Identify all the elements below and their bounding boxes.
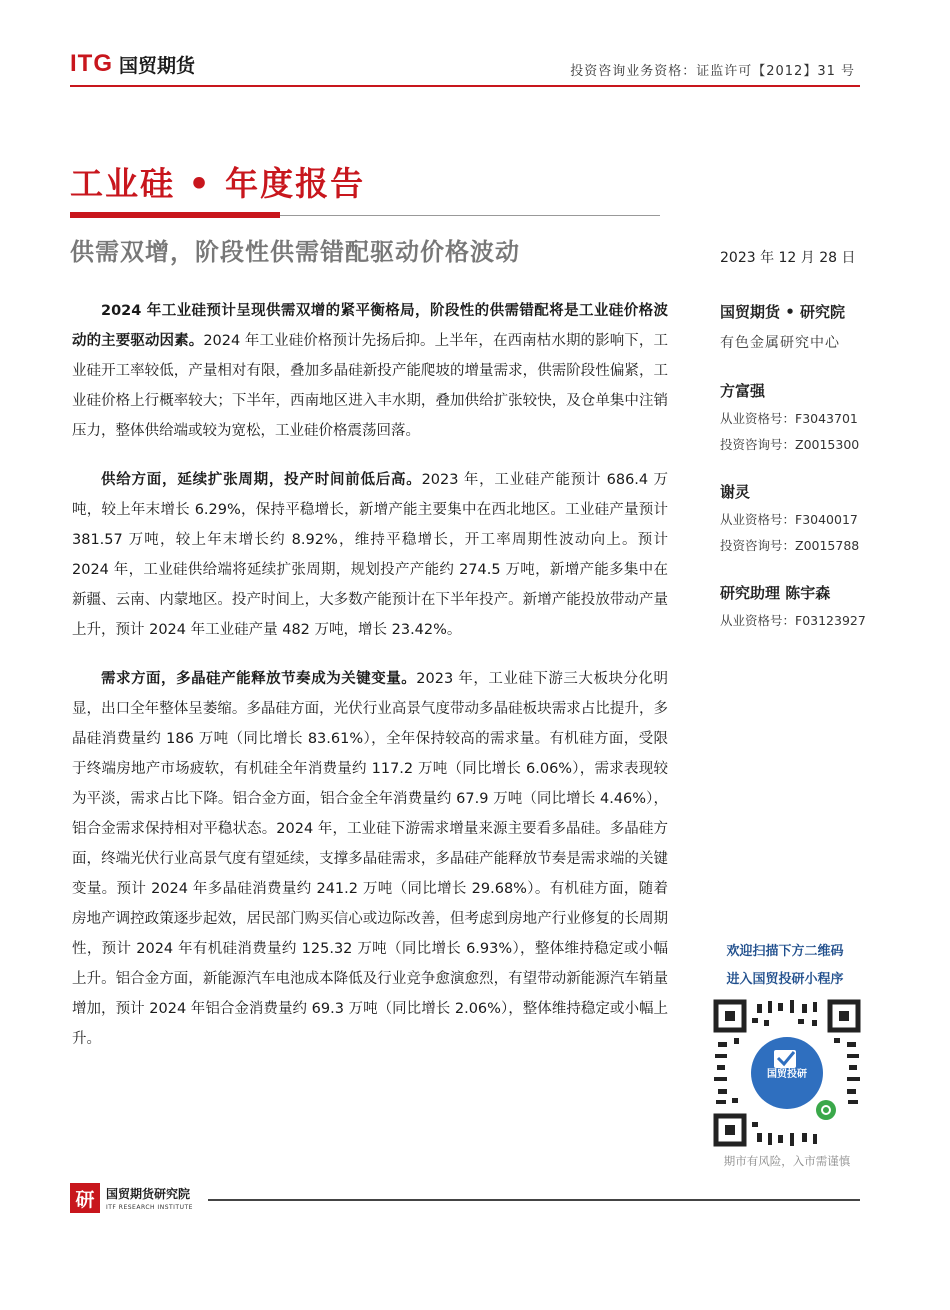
- title-underline-rule: [280, 215, 660, 216]
- qr-caption-line: 欢迎扫描下方二维码: [726, 944, 844, 959]
- author-qualification-id: 从业资格号：F3043701: [720, 411, 858, 426]
- logo-itg: ITG: [70, 50, 113, 77]
- report-title: 工业硅 • 年度报告: [70, 164, 366, 203]
- assistant-name: 研究助理 陈宇森: [720, 584, 831, 602]
- paragraph-lead: 2024 年工业硅预计呈现供需双增的紧平衡格局，阶段性的供需错配将是工业硅价格波动的主要驱动因素。: [72, 303, 668, 349]
- company-logo: [70, 50, 195, 78]
- author-consulting-id: 投资咨询号：Z0015788: [720, 538, 860, 553]
- paragraph-lead: 需求方面，多晶硅产能释放节奏成为关键变量。: [101, 671, 417, 687]
- author-qualification-id: 从业资格号：F3040017: [720, 512, 858, 527]
- research-center: 有色金属研究中心: [720, 335, 840, 351]
- qr-caption: [700, 938, 870, 994]
- paragraph-summary: [72, 296, 668, 446]
- paragraph-supply: [72, 465, 668, 645]
- author-consulting-id: 投资咨询号：Z0015300: [720, 437, 860, 452]
- research-institute: 国贸期货 • 研究院: [720, 303, 846, 321]
- paragraph-lead: 供给方面，延续扩张周期，投产时间前低后高。: [101, 472, 422, 488]
- assistant-qualification-id: 从业资格号：F03123927: [720, 613, 866, 628]
- qr-center-label: 国贸投研: [767, 1069, 807, 1080]
- report-body: [72, 296, 668, 1073]
- paragraph-demand: [72, 664, 668, 1054]
- qr-caption-line: 进入国贸投研小程序: [726, 972, 844, 987]
- footer-institute-name: 国贸期货研究院: [106, 1187, 191, 1201]
- author-name: 方富强: [720, 382, 766, 400]
- author-name: 谢灵: [720, 483, 751, 501]
- sidebar: [720, 301, 890, 629]
- research-mark-icon: 研: [70, 1183, 100, 1213]
- header-divider: [70, 85, 860, 87]
- footer-divider: [208, 1199, 860, 1201]
- paragraph-text: 2024 年工业硅价格预计先扬后抑。上半年，在西南枯水期的影响下，工业硅开工率较低，产量相对有限，叠加多晶硅新投产能爬坡的增量需求，供需阶段性偏紧，工业硅价格上行概率较大；下半年，西南地区进入丰水期，叠加供给扩张较快，及仓单集中注销压力，整体供给端或较为宽松，工业硅价格震荡回落。: [72, 333, 668, 439]
- title-underline-accent: [70, 212, 280, 218]
- report-subtitle: 供需双增，阶段性供需错配驱动价格波动: [70, 238, 520, 266]
- paragraph-text: 2023 年，工业硅产能预计 686.4 万吨，较上年末增长 6.29%，保持平稳增长，新增产能主要集中在西北地区。工业硅产量预计 381.57 万吨，较上年末增长约 8.92%，维持平稳增长，开工率周期性波动向上。预计 2024 年，工业硅供给端将延续扩张周期，规划投产产能约 274.5 万吨，新增产能多集中在新疆、云南、内蒙地区。投产时间上，大多数产能预计在下半年投产。新增产能投放带动产量上升，预计 2024 年工业硅产量 482 万吨，增长 23.42%。: [72, 472, 668, 638]
- report-date: 2023 年 12 月 28 日: [720, 250, 856, 266]
- risk-disclaimer: 期市有风险，入市需谨慎: [723, 1154, 851, 1168]
- logo-company-name: 国贸期货: [119, 54, 196, 77]
- paragraph-text: 2023 年，工业硅下游三大板块分化明显，出口全年整体呈萎缩。多晶硅方面，光伏行业高景气度带动多晶硅板块需求占比提升，多晶硅消费量约 186 万吨（同比增长 83.61%），全年保持较高的需求量。有机硅方面，受限于终端房地产市场疲软，有机硅全年消费量约 117.2 万吨（同比增长 6.06%），需求表现较为平淡，需求占比下降。铝合金方面，铝合金全年消费量约 67.9 万吨（同比增长 4.46%），铝合金需求保持相对平稳状态。2024 年，工业硅下游需求增量来源主要看多晶硅。多晶硅方面，终端光伏行业高景气度有望延续，支撑多晶硅需求，多晶硅产能释放节奏是需求端的关键变量。预计 2024 年多晶硅消费量约 241.2 万吨（同比增长 29.68%）。有机硅方面，随着房地产调控政策逐步起效，居民部门购买信心或边际改善，但考虑到房地产行业修复的长周期性，预计 2024 年有机硅消费量约 125.32 万吨（同比增长 6.93%），整体维持稳定或小幅上升。铝合金方面，新能源汽车电池成本降低及行业竞争愈演愈烈，有望带动新能源汽车销量增加，预计 2024 年铝合金消费量约 69.3 万吨（同比增长 2.06%），整体维持稳定或小幅上升。: [72, 671, 669, 1047]
- qualification-text: 投资咨询业务资格：证监许可【2012】31 号: [570, 64, 855, 79]
- footer-logo: [70, 1183, 193, 1213]
- footer-institute-en: ITF RESEARCH INSTITUTE: [106, 1204, 193, 1211]
